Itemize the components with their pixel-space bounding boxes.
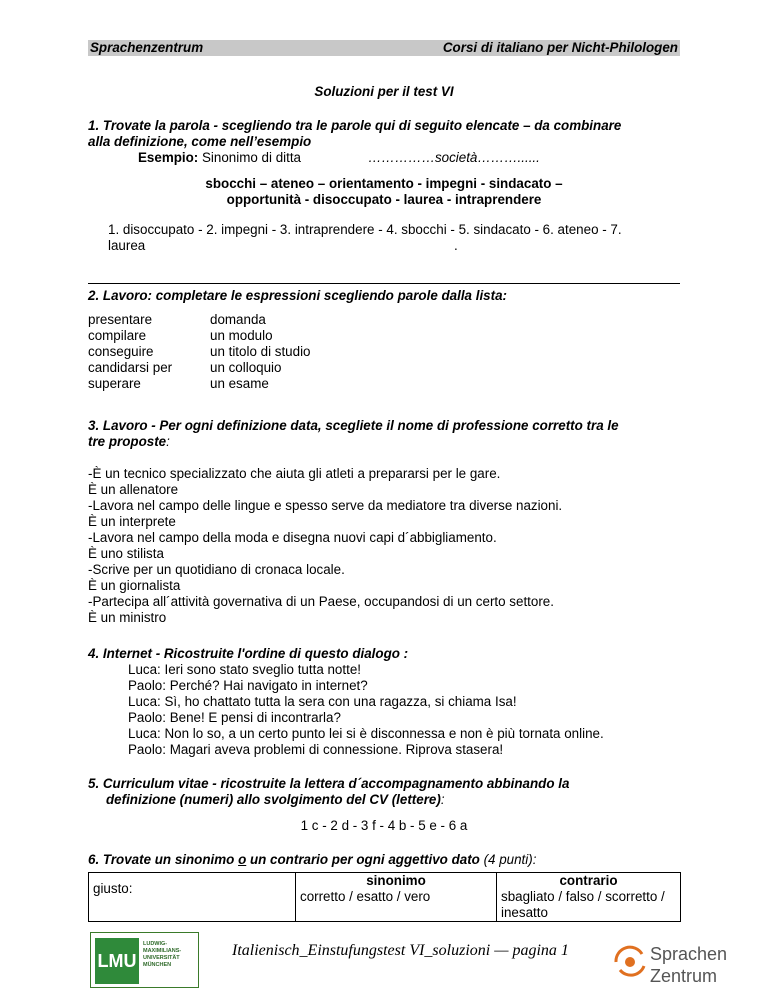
s3-line: -Lavora nel campo delle lingue e spesso serve da mediatore tra diverse nazioni. xyxy=(88,498,563,513)
s2-object: un modulo xyxy=(210,328,273,343)
s6-row-syn: corretto / esatto / vero xyxy=(300,889,431,904)
s6-col-syn: sinonimo xyxy=(366,873,426,888)
s3-line: È un interprete xyxy=(88,514,176,529)
sprachenzentrum-logo xyxy=(612,930,762,992)
s2-objects xyxy=(210,312,311,392)
s2-verb: compilare xyxy=(88,328,147,343)
page-title: Soluzioni per il test VI xyxy=(314,84,454,99)
s3-line: -Lavora nel campo della moda e disegna nuovi capi d´abbigliamento. xyxy=(88,530,497,545)
s1-answer-box xyxy=(88,203,680,284)
s5-heading-colon: : xyxy=(440,792,445,807)
s6-syn-cell xyxy=(296,873,497,922)
sprachenzentrum-logo-line2: Zentrum xyxy=(650,966,718,986)
s1-answers-dot: . xyxy=(454,238,458,253)
lmu-logo-mark: LMU xyxy=(95,938,139,984)
s3-line: -È un tecnico specializzato che aiuta gli atleti a prepararsi per le gare. xyxy=(88,466,501,481)
s6-heading xyxy=(88,852,536,868)
s4-line: Luca: Sì, ho chattato tutta la sera con una ragazza, si chiama Isa! xyxy=(128,694,517,709)
header-left: Sprachenzentrum xyxy=(90,40,204,55)
s1-example-answer: ……………società………...... xyxy=(368,150,540,165)
table-row xyxy=(89,873,681,922)
header-right: Corsi di italiano per Nicht-Philologen xyxy=(442,40,678,55)
s1-answers-line1: 1. disoccupato - 2. impegni - 3. intraprendere - 4. sbocchi - 5. sindacato - 6. ateneo - 7. xyxy=(108,222,622,237)
s4-line: Luca: Ieri sono stato sveglio tutta notte! xyxy=(128,662,361,677)
s4-line: Paolo: Perché? Hai navigato in internet? xyxy=(128,678,368,693)
s2-object: un colloquio xyxy=(210,360,282,375)
s2-object: domanda xyxy=(210,312,266,327)
s3-lines xyxy=(88,466,562,626)
page-header xyxy=(88,40,680,56)
s5-heading-line1: 5. Curriculum vitae - ricostruite la lettera d´accompagnamento abbinando la xyxy=(88,776,570,791)
s2-object: un esame xyxy=(210,376,269,391)
s3-line: È un giornalista xyxy=(88,578,181,593)
s4-line: Luca: Non lo so, a un certo punto lei si è disconnessa e non è più tornata online. xyxy=(128,726,604,741)
s3-heading-colon: : xyxy=(166,434,170,449)
s4-heading: 4. Internet - Ricostruite l'ordine di questo dialogo : xyxy=(88,646,409,661)
s1-example-text: Sinonimo di ditta xyxy=(198,150,301,165)
s4-dialog xyxy=(128,662,604,758)
s2-verb: presentare xyxy=(88,312,153,327)
s6-table xyxy=(88,872,681,922)
s3-line: -Partecipa all´attività governativa di un Paese, occupandosi di un certo settore. xyxy=(88,594,554,609)
s2-object: un titolo di studio xyxy=(210,344,311,359)
s1-answers-line2: laurea xyxy=(108,238,146,253)
s1-heading-line1: 1. Trovate la parola - scegliendo tra le parole qui di seguito elencate – da combinare xyxy=(88,118,622,133)
s2-verb: candidarsi per xyxy=(88,360,173,375)
s1-example xyxy=(138,150,301,166)
s3-line: È un ministro xyxy=(88,610,167,625)
s6-col-ant: contrario xyxy=(559,873,618,888)
s2-verb: superare xyxy=(88,376,141,391)
s5-answer: 1 c - 2 d - 3 f - 4 b - 5 e - 6 a xyxy=(300,818,468,833)
page-footer: Italienisch_Einstufungstest VI_soluzioni — pagina 1 xyxy=(232,942,569,959)
s6-heading-o: o xyxy=(238,852,247,867)
s3-heading-line2 xyxy=(88,434,170,450)
s6-heading-points: (4 punti): xyxy=(479,852,537,867)
s6-row-ant: sbagliato / falso / scorretto / inesatto xyxy=(501,889,665,920)
s4-line: Paolo: Bene! E pensi di incontrarla? xyxy=(128,710,341,725)
s6-heading-a: 6. Trovate un sinonimo xyxy=(88,852,239,867)
s2-heading: 2. Lavoro: completare le espressioni scegliendo parole dalla lista: xyxy=(88,288,507,303)
s3-line: È uno stilista xyxy=(88,546,164,561)
sprachenzentrum-logo-icon xyxy=(612,942,648,982)
s6-ant-cell xyxy=(497,873,681,922)
s3-line: -Scrive per un quotidiano di cronaca locale. xyxy=(88,562,345,577)
lmu-logo-text: LUDWIG-MAXIMILIANS-UNIVERSITÄT MÜNCHEN xyxy=(143,941,182,968)
s1-words-line1: sbocchi – ateneo – orientamento - impegni - sindacato – xyxy=(205,176,563,191)
lmu-logo xyxy=(90,932,199,988)
s3-heading-line1: 3. Lavoro - Per ogni definizione data, scegliete il nome di professione corretto tra le xyxy=(88,418,619,433)
s1-heading-line2: alla definizione, come nell’esempio xyxy=(88,134,312,149)
s5-heading-line2-text: definizione (numeri) allo svolgimento del CV (lettere) xyxy=(106,792,441,807)
s1-words-line2: opportunità - disoccupato - laurea - intraprendere xyxy=(226,192,542,207)
s5-heading-line2 xyxy=(106,792,445,808)
s6-row-word: giusto: xyxy=(89,873,296,922)
s2-verb: conseguire xyxy=(88,344,154,359)
s4-line: Paolo: Magari aveva problemi di connessione. Riprova stasera! xyxy=(128,742,504,757)
s1-example-label: Esempio: xyxy=(138,150,199,165)
s3-line: È un allenatore xyxy=(88,482,179,497)
s3-heading-line2-text: tre proposte xyxy=(88,434,167,449)
sprachenzentrum-logo-line1: Sprachen xyxy=(650,944,728,964)
s6-heading-b: un contrario per ogni aggettivo dato xyxy=(246,852,480,867)
s2-verbs xyxy=(88,312,172,392)
